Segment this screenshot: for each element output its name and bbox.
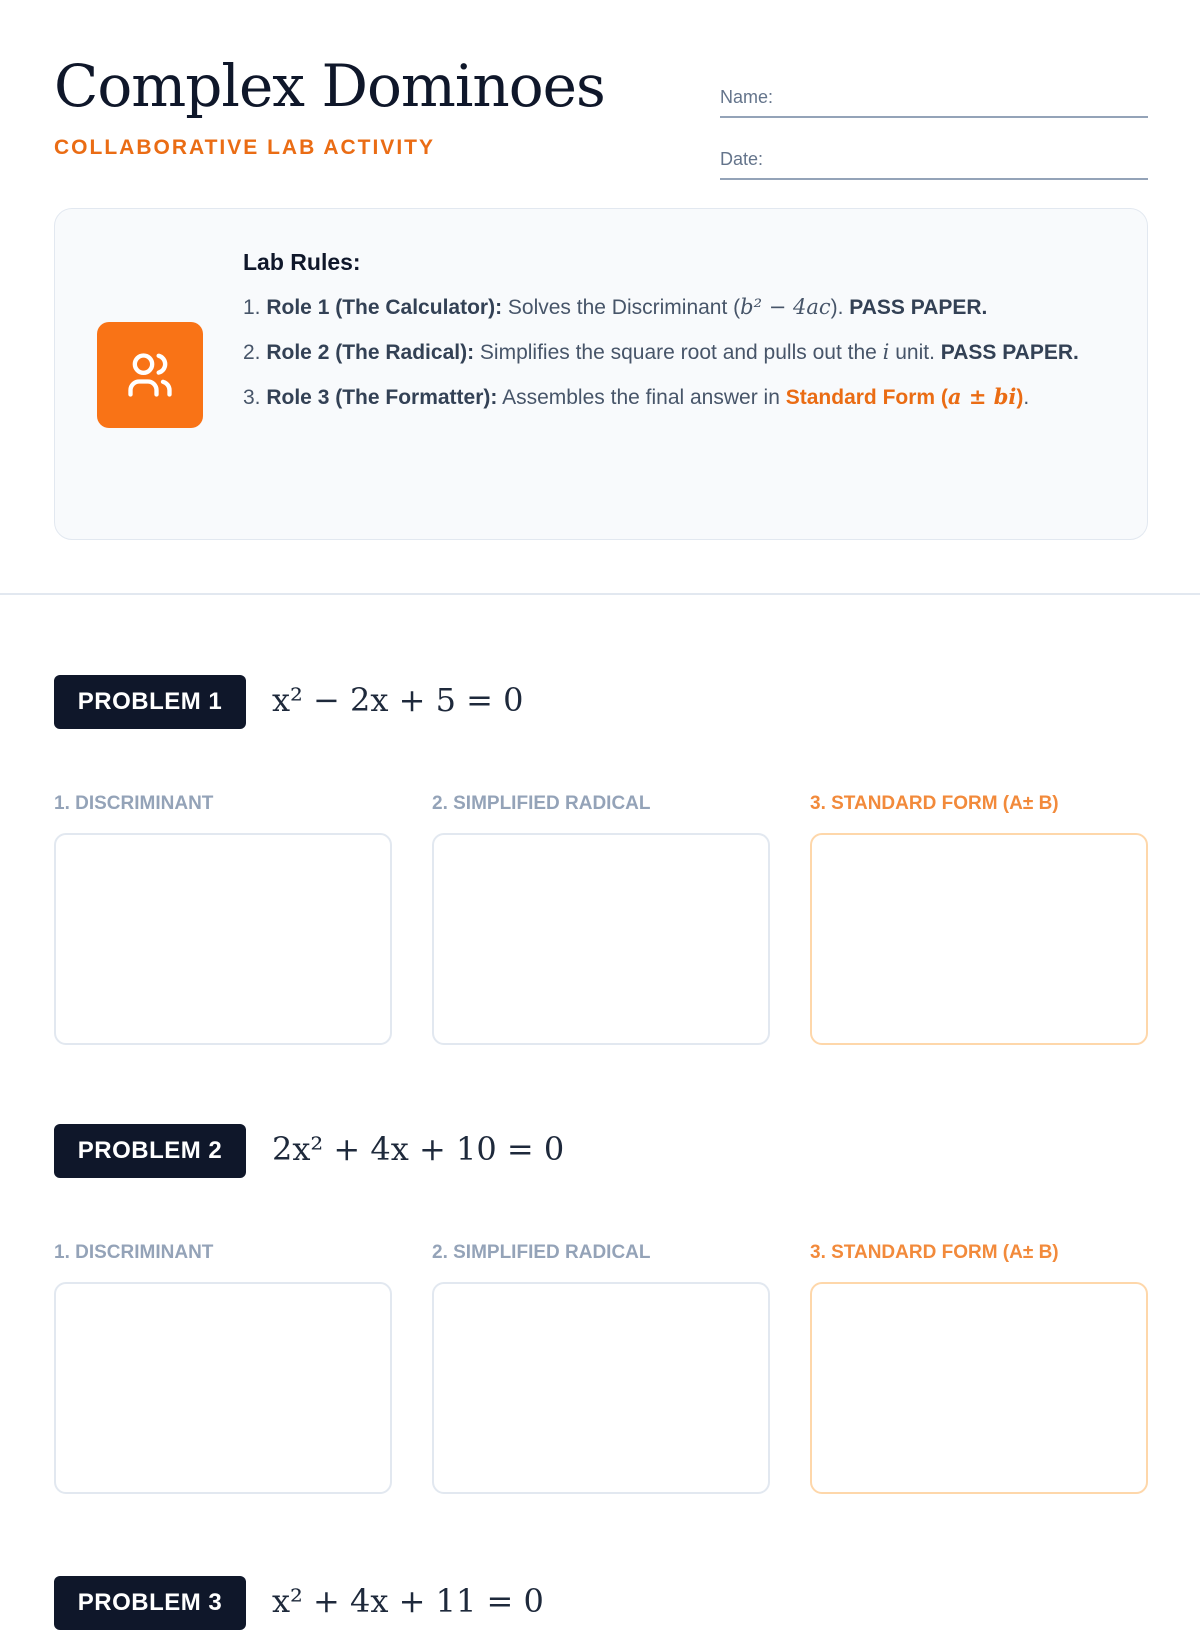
rule-highlight: Standard Form	[785, 386, 936, 409]
lab-rules-panel	[54, 208, 1148, 540]
discriminant-answer-box[interactable]	[54, 1282, 392, 1494]
date-field[interactable]	[720, 140, 1148, 180]
rule-pass: PASS PAPER.	[849, 296, 988, 319]
page-subtitle: COLLABORATIVE LAB ACTIVITY	[54, 136, 435, 159]
rule-expression: i	[882, 340, 890, 364]
standard-form-answer-box[interactable]	[810, 1282, 1148, 1494]
rules-heading: Lab Rules:	[243, 249, 361, 275]
rule-after: .	[837, 296, 844, 319]
page-title: Complex Dominoes	[54, 52, 605, 120]
name-field[interactable]	[720, 78, 1148, 118]
rule-3: 3. Role 3 (The Formatter): Assembles the final answer in Standard Form (a ± bi).	[243, 384, 1030, 409]
problem-badge: PROBLEM 1	[54, 675, 246, 729]
name-label: Name:	[720, 87, 774, 107]
problem-badge: PROBLEM 3	[54, 1576, 246, 1630]
problem-equation: 2x² + 4x + 10 = 0	[272, 1130, 565, 1168]
rule-text: Solves the Discriminant	[507, 296, 728, 319]
rule-role: Role 2 (The Radical):	[266, 341, 475, 364]
date-label: Date:	[720, 149, 764, 169]
rule-after: .	[1023, 386, 1030, 409]
radical-label: 2. SIMPLIFIED RADICAL	[432, 1242, 651, 1263]
rule-1: 1. Role 1 (The Calculator): Solves the Discriminant (b² − 4ac). PASS PAPER.	[243, 295, 988, 319]
rule-role: Role 3 (The Formatter):	[266, 386, 498, 409]
rule-text: Assembles the final answer in	[502, 386, 780, 409]
worksheet-header	[54, 52, 1148, 172]
radical-answer-box[interactable]	[432, 833, 770, 1045]
rule-number: 2.	[243, 341, 261, 364]
rule-expression: a ± bi	[947, 384, 1017, 409]
rule-role: Role 1 (The Calculator):	[266, 296, 503, 319]
discriminant-label: 1. DISCRIMINANT	[54, 1242, 214, 1263]
problem-equation: x² + 4x + 11 = 0	[272, 1582, 544, 1620]
rule-after: unit.	[895, 341, 935, 364]
problem-equation: x² − 2x + 5 = 0	[272, 681, 524, 719]
section-divider	[0, 593, 1200, 595]
rule-2	[243, 333, 1103, 372]
rule-number: 3.	[243, 386, 261, 409]
standard-form-answer-box[interactable]	[810, 833, 1148, 1045]
problem-badge: PROBLEM 2	[54, 1124, 246, 1178]
discriminant-label: 1. DISCRIMINANT	[54, 793, 214, 814]
radical-label: 2. SIMPLIFIED RADICAL	[432, 793, 651, 814]
users-icon	[97, 322, 203, 428]
standard-form-label: 3. STANDARD FORM (A± B)	[810, 1242, 1059, 1263]
radical-answer-box[interactable]	[432, 1282, 770, 1494]
rule-pass: PASS PAPER.	[940, 341, 1079, 364]
rule-text: Simplifies the square root and pulls out the	[479, 341, 877, 364]
rule-number: 1.	[243, 296, 261, 319]
discriminant-answer-box[interactable]	[54, 833, 392, 1045]
rule-expression: b² − 4ac	[740, 295, 831, 319]
standard-form-label: 3. STANDARD FORM (A± B)	[810, 793, 1059, 814]
